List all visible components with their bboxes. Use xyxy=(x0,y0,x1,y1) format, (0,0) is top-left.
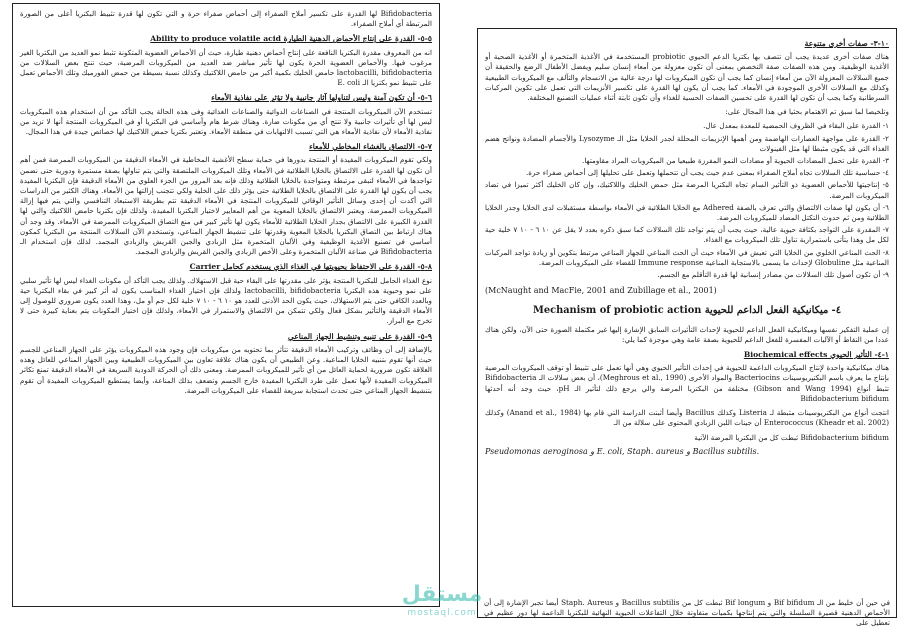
section-safety-body: تستخدم الآن الميكروبات المنتجة في الصناعات الدوائية والصناعات الغذائية وفى هذه الحالة يجب التأكد من أن استخدام هذه الميكروبات ليس لها أي تأثيرات جانبية ولا تنتج أي من مكونات ضارة. وهناك شرط هام وأساسي في البكتريا أو في الميكروبات المنتجة أنها لا تزيد من نفاذية الأمعاء لأن نفاذية الأمعاء هي التي تسبب الالتهابات في منطقة الأمعاء. وتعتبر بكتريا حمض اللاكتيك لها خصائص جيدة في هذا المجال. xyxy=(20,106,432,137)
criteria-list-item: ١- القدرة على البقاء في الظروف الحمضية للمعدة بمعدل عال. xyxy=(703,121,889,131)
section-volatile-acid-heading: ٥-٥- القدرة على إنتاج الأحماض الدهنية الطيارة Ability to produce volatile acid xyxy=(150,34,432,44)
criteria-list-item: ٥- إنتاجيتها للأحماض العضوية ذو التأثير السام تجاه البكتريا المرضة مثل حمض الخليك واللاكتيك، وإن كان الخليك أكثر تميزا في تضاد الميكروبات المرضة. xyxy=(485,180,889,200)
pathogen-species-list: Pseudomonas aeroginosa و E. coli, Staph. aureus و Bacillus subtilis. xyxy=(485,446,760,456)
other-traits-heading: ١٠-٣- صفات أخرى متنوعة xyxy=(804,39,889,48)
right-page xyxy=(462,0,908,638)
criteria-list-item: ٢- القدرة على مواجهة العصارات الهاضمة ومن أهمها الإنزيمات المحللة لجدر الخلايا مثل الـ Lysozyme والأجسام المضادة ونواتج هضم الغذاء التي قد يكون مثبطا لها مثل الفينولات xyxy=(485,133,890,153)
criteria-list-item: ٤- حساسية تلك السلالات تجاه أملاح الصفراء بمعنى عدم حيث يجب أن تتحملها وتعمل على تحليلها إلى أحماض صفراء حرة. xyxy=(525,168,889,178)
section-adhesion-body: ولكي تقوم الميكروبات المفيدة أو المنتجة بدورها في حماية سطح الأغشية المخاطية في الأمعاء الدقيقة من الميكروبات الممرضة فمن أهم أن تكون لها القدرة على الالتصاق بالخلايا الطلائية في الأمعاء وتلك الميكروبات الملتصقة والتي يتم تناولها بصفة مستمرة ودورية حتى نضمن تواجدها في الأمعاء لتبقى مرتبطة ومتواجدة بالخلايا الطلائية وذلك فإنه بعد المرور من الجزء العلوي من الأمعاء الدقيقة فإن البكتريا المفيدة يجب أن يكون لها القدرة على الالتصاق بالخلايا الطلائية حتى يؤثر ذلك على الخلية ولكي تتجنب إزالتها من الأمعاء. وهناك الكثير من الدراسات التي أكدت أن إحدى وسائل التأثير الوقائي للميكروبات المنتجة في الأمعاء الدقيقة تتم بطريقة الاستبعاد التنافسي والتي يتم فيها إزالة الميكروبات الممرضة. ويعتبر الالتصاق بالخلايا المعوية من أهم المعايير لاختيار البكتريا المفيدة. ولذلك فإن بكتريا حامض اللاكتيك والتي لها القدرة الكبيرة على الالتصاق بجدار الخلايا الطلائية للأمعاء يكون لها تأثير كبير في منع التصاق الميكروبات الممرضة في الأمعاء. وقد وجد أن هناك ارتباط بين التصاق البكتريا بالخلايا المعوية وقدرتها على تنشيط الجهاز المناعي، وتستخدم الآن السلالات المنتجة من البكتريا كمكون أساسي في تصنيع الأغذية الوظيفية وفي الألبان المتخمرة مثل الزبادي والجبن القريش والزبادي المجمد. لذلك فإن استخدام الـ Bifidobacteria في صناعة الألبان المتخمرة وعلى الأخص الزبادي والجبن القريش والزبادي المجمد. xyxy=(20,155,432,257)
left-page xyxy=(6,0,452,638)
section-volatile-acid-body: انه من المعروف مقدرة البكتريا النافعة على إنتاج أحماض دهنية طيارة، حيث أن الأحماض العضوية المتكونة تثبط نمو العديد من البكتريا الغير مرغوب فيها. والأحماض العضوية الحرة يكون لها تأثير مباشر ضد العديد من الميكروبات المرضية، حيث تنتج بعض السلالات من lactobacilli, bifidobacteria حامض الخليك بكمية أكبر من حامض اللاكتيك وكذلك نسبة بسيطة من حمض الفورميك وتلك الأحماض تعمل على تثبيط نمو بكتريا الـ E. coli xyxy=(20,47,432,88)
criteria-list-item: ٩- أن تكون أصول تلك السلالات من مصادر إنسانية لها قدرة التأقلم مع الجسم. xyxy=(657,270,889,280)
criteria-list-item: ٦- أن يكون لها صفات الالتصاق والتي تعرف بالصفة Adhered مع الخلايا الطلائية في الأمعاء بواسطة مستقبلات لدى الخلايا وجدر الخلايا الطلائية ومن ثم حدوث التكتل المضاد للميكروبات المرضة. xyxy=(485,202,890,223)
criteria-list-item: ٧- المقدرة على التواجد بكثافة حيوية عالية، حيث يجب أن يتم تواجد تلك السلالات كما سبق ذكره بعدد لا يقل عن ١٠ ٦ - ١٠ ٧ خلية حية لكل مل وهذا يتأتى باستمرارية تناول تلك الميكروبات مع الغذاء. xyxy=(485,225,889,245)
section-carrier-body: نوع الغذاء الحامل للبكتريا المنتجة يؤثر على مقدرتها على البقاء حية قبل الاستهلاك. ولذلك يجب التأكد أن مكونات الغذاء ليس لها تأثير سلبي على نمو وحيوية هذه البكتريا lactobacilli, bifidobacteria ولذلك فإن اختيار الغذاء المناسب يكون له أثر كبير في بقاء البكتريا حية وبالعدد الكافي حتى يتم الاستهلاك، حيث يكون الحد الأدنى للعدد هو ١٠ ٦ - ١٠ ٧ خلية لكل جم أو مل، وهذا العدد يكون ضروري للوصول إلى الأمعاء الدقيقة والتأثير بشكل فعال ولكي تتمكن من الالتصاق والاستمرار في الأمعاء، ولذلك فإن اختيار المكونات يتم بعناية كبيرة حتى لا تخرج مع البراز. xyxy=(20,275,432,326)
page-tail-paragraph: في حين أن خليط من الـ Bif bifidum و Bif longum ثبطت كل من Bacillus subtilis و Staph. Aureus أيضا تجبر الإشارة إلى أن الأحماض الدهنية قصيرة السلسلة والتي يتم إنتاجها بكميات متفاوتة خلال التفاعلات الحيوية النهائية للبكتريا الداعمة لها دور عظيم في تعطيل على xyxy=(484,598,891,627)
left-page-frame xyxy=(12,3,440,607)
biochemical-effects-heading: ١-٤- التأثير الحيوي Biochemical effects xyxy=(743,350,889,360)
criteria-list-item: ٣- القدرة على تحمل المضادات الحيوية أو مضادات النمو المفرزة طبيعيا من الميكروبات المراد مقاومتها. xyxy=(582,156,889,166)
mechanism-intro: إن عملية التفكير نفسها وميكانيكية الفعل الداعم للحيوية لإحداث التأثيرات السابق الإشارة إليها غير مكتملة الصورة حتى الآن، ولكن هناك عددا من النقاط أو الآليات المفسرة للفعل الداعم للحيوية بصفة عامة وهي موجزة كما يلي: xyxy=(485,324,889,344)
watermark-main-text: مستقل xyxy=(401,582,483,607)
biochemical-effects-body: هناك ميكانيكية واحدة لإنتاج الميكروبات الداعمة للحيوية في إحداث التأثير الحيوي وهي أنها تعمل على تثبيط أو توقف الميكروبات المرضية بإنتاج ما يعرف باسم البكتيريوسينات Bacteriocins والمواد الأخرى (Meghrous et al., 1990)، أن بعض سلالات الـ Bifidobacteria تثبط أنواع (Gibson and Wang 1994) مختلفة من البكتريا المرضة والي يرجع ذلك لتأثير الـ pH، حيث وجد أنه أحدثها Bifidobacterium bifidum xyxy=(485,363,889,403)
criteria-list-item: ٨- الحث المناعي الخلوي من الخلايا التي تعيش في الأمعاء حيث أن الحث المناعي للجهاز المناعي مرتبط بتكوين أو زيادة تواجد المركبات المناعية مثل Globuline لإحداث ما يسمى بالاستجابة المناعية Immune response للقضاء على الميكروبات المرضة. xyxy=(485,247,889,267)
bifidum-inhibition-body: Bifidobacterium bifidum ثبطت كل من البكتريا المرضة الآتية xyxy=(694,432,889,442)
section-immune-heading: ٩-٥- القدرة على تنبيه وتنشيط الجهاز المناعي xyxy=(287,331,432,341)
watermark-logo xyxy=(382,582,502,638)
right-page-frame xyxy=(477,28,897,618)
left-intro-paragraph: Bifidobacteria لها القدرة على تكسير أملاح الصفراء إلى أحماض صفراء حرة و التي تكون لها قدرة تثبيط البكتريا أعلى من الصورة المرتبطة أي أملاح الصفراء. xyxy=(20,9,432,29)
section-safety-heading: ٦-٥- أن تكون آمنة وليس لتناولها آثار جانبية ولا تؤثر على نفاذية الأمعاء xyxy=(211,93,432,103)
watermark-url-text: mostaql.com xyxy=(407,608,477,618)
section-adhesion-heading: ٧-٥- الالتصاق بالغشاء المخاطي للأمعاء xyxy=(309,142,432,152)
reference-citation: (McNaught and MacFie, 2001 and Zubillage et al., 2001) xyxy=(485,286,717,296)
bacteriocin-body: انتجت أنواع من البكتريوسينات مثبطة لـ Listeria وكذلك Bacillus وأيضا أثبتت الدراسة التي قام بها (Anand et al., 1984) وكذلك Enterococcus (Kheadr et al. 2002) أن جينات اللبن الزبادي المحتوى على سلالة من الـ xyxy=(485,408,890,428)
other-traits-intro: هناك صفات أخرى عديدة يجب أن تتصف بها بكتريا الدعم الحيوي probiotic المستخدمة في الأغذية المتخمرة أو الأغذية الصحية أو الأغذية الوظيفية. ومن هذه الصفات صفة التخصص بمعنى أن تكون معزولة من أمعاء إنسان سليم ويفضل الأطفال الرضع والحقيقة أن جميع السلالات المعزولة الآن من أمعاء إنسان كما يجب أن تكون الميكروبات لها درجة عالية من الانسجام والتآلف مع الميكروبات الطبيعية وكذلك مع السلالات الأخرى الموجودة في الأمعاء. كما يجب أن يكون لها القدرة على تكسير الأنزيمات التي تعمل على تكوين المركبات السرطانية وكما يجب أن تكون لها القدرة على تحسين الصفات الحسية للغذاء وأن تكون ثابتة أثناء عمليات التصنيع المختلفة. xyxy=(485,52,890,103)
mechanism-heading: ٤- ميكانيكية الفعل الداعم للحيوية Mechanism of probiotic action xyxy=(533,305,841,317)
section-carrier-heading: ٨-٥- القدرة على الاحتفاظ بحيويتها في الغذاء الذي يستخدم كحامل Carrier xyxy=(189,262,432,272)
summary-lead: وتلخيصا لما سبق تم الاهتمام بحثيا في هذا المجال على: xyxy=(725,107,889,117)
section-immune-body: بالإضافة إلى أن وظائف وتركيب الأمعاء الدقيقة تتأثر بما تحتويه من ميكروبات فإن وجود هذه الميكروبات يؤثر على الجهاز المناعي للجسم حيث أنها تقوم بتنبيه الخلايا المناعية. وعن الطبيعي أن يكون هناك علاقة تعاون بين الميكروبات الطبيعية وبين الجهاز المناعي للعائل وهذه العلاقة تكون ضرورية لحماية العائل من أي تأثير للميكروبات الممرضة. ومعنى ذلك أن الحركة الدودية السريعة في الأمعاء الدقيقة تمنع تكاثر الميكروبات المفيدة لأنها تعمل على طرد البكتريا المفيدة خارج الجسم وتضعف بذلك المناعة، وأيضا يستطيع الميكروبات المفيدة أن تقوم بتنشيط الجهاز المناعي حتى تحدث استجابة سريعة للقضاء على الميكروبات المرضة. xyxy=(20,344,432,395)
